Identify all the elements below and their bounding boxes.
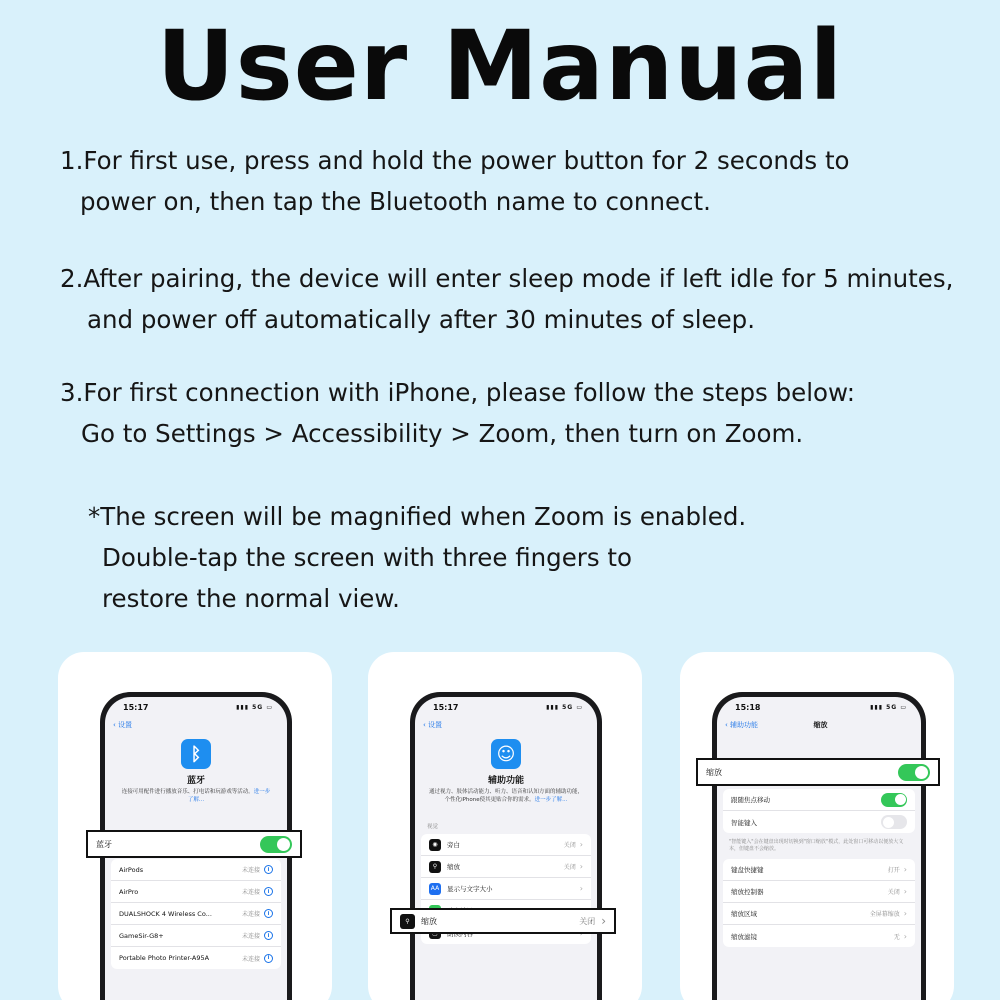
status-time: 15:17 bbox=[433, 702, 459, 712]
settings-description: 连接可用配件进行播放音乐、打电话和玩游戏等活动。进一步了解... bbox=[121, 789, 271, 803]
phone-mockup bbox=[410, 692, 602, 1000]
info-icon[interactable]: i bbox=[264, 931, 273, 940]
chevron-right-icon: › bbox=[601, 914, 606, 928]
info-icon[interactable]: i bbox=[264, 954, 273, 963]
settings-heading: 蓝牙 bbox=[186, 776, 205, 786]
bluetooth-toggle[interactable] bbox=[260, 836, 292, 853]
info-icon[interactable]: i bbox=[264, 865, 273, 874]
chevron-right-icon: › bbox=[903, 909, 907, 918]
status-bar bbox=[415, 697, 597, 717]
status-time: 15:18 bbox=[735, 702, 761, 712]
list-item-keyboard-shortcuts[interactable]: 键盘快捷键 打开 › bbox=[723, 859, 915, 881]
zoom-toggles bbox=[723, 789, 915, 833]
list-item-smart-typing[interactable]: 智能键入 bbox=[723, 811, 915, 833]
chevron-right-icon: › bbox=[903, 931, 907, 941]
list-item-zoom-region[interactable]: 缩放区域 全屏幕缩放 › bbox=[723, 903, 915, 925]
page-title: User Manual bbox=[156, 10, 844, 122]
nav-bar bbox=[415, 717, 597, 733]
step-3 bbox=[60, 372, 855, 454]
phone-screen bbox=[415, 697, 597, 1000]
learn-more-link[interactable]: 进一步了解... bbox=[534, 797, 568, 803]
step-1-line-1: 1.For first use, press and hold the power button for 2 seconds to bbox=[60, 146, 850, 175]
step-2 bbox=[60, 258, 953, 340]
step-2-line-2: and power off automatically after 30 minutes of sleep. bbox=[87, 305, 755, 334]
chevron-right-icon: › bbox=[579, 840, 583, 849]
chevron-right-icon: › bbox=[579, 884, 583, 893]
nav-title: 缩放 bbox=[813, 721, 828, 729]
phone-screen bbox=[717, 697, 921, 1000]
list-item-zoom[interactable]: ⚲ 缩放 关闭 › bbox=[421, 856, 591, 878]
list-item-voiceover[interactable]: ◉ 旁白 关闭 › bbox=[421, 834, 591, 856]
list-item-zoom-controller[interactable]: 缩放控制器 关闭 › bbox=[723, 881, 915, 903]
back-button[interactable]: ‹ 设置 bbox=[113, 721, 133, 729]
back-button[interactable]: ‹ 设置 bbox=[423, 721, 443, 729]
list-item-follow-focus[interactable]: 跟随焦点移动 bbox=[723, 789, 915, 811]
step-2-line-1: 2.After pairing, the device will enter sleep mode if left idle for 5 minutes, bbox=[60, 264, 954, 293]
settings-heading: 辅助功能 bbox=[487, 776, 524, 786]
card-zoom bbox=[680, 652, 954, 1000]
status-bar bbox=[105, 697, 287, 717]
step-3-line-1: 3.For first connection with iPhone, please follow the steps below: bbox=[60, 378, 855, 407]
zoom-note-line-2: Double-tap the screen with three fingers to bbox=[102, 543, 633, 572]
device-row[interactable]: DUALSHOCK 4 Wireless Co... 未连接 i bbox=[111, 903, 281, 925]
zoom-icon: ⚲ bbox=[429, 861, 441, 873]
follow-focus-toggle[interactable] bbox=[881, 793, 907, 807]
signal-icon: ▮▮▮ 5G ▭ bbox=[870, 703, 907, 711]
back-button[interactable]: ‹ 辅助功能 bbox=[725, 721, 759, 729]
voiceover-icon: ◉ bbox=[429, 839, 441, 851]
learn-more-link[interactable]: 进一步了解... bbox=[187, 789, 271, 803]
device-row[interactable]: GameSir-G8+ 未连接 i bbox=[111, 925, 281, 947]
smart-typing-toggle[interactable] bbox=[881, 815, 907, 829]
smart-typing-note: "智能键入"会在键盘出现时切换到"窗口缩放"模式，此处窗口可移动以便放大文本，但键盘不会缩放。 bbox=[729, 839, 904, 852]
zoom-note bbox=[88, 496, 746, 619]
section-header: 视觉 bbox=[427, 824, 439, 830]
bluetooth-icon: ᛒ bbox=[181, 739, 211, 769]
zoom-toggle[interactable] bbox=[898, 764, 930, 781]
text-size-icon: AA bbox=[429, 883, 441, 895]
device-row[interactable]: AirPro 未连接 i bbox=[111, 881, 281, 903]
bluetooth-toggle-callout[interactable]: 蓝牙 bbox=[86, 830, 302, 858]
zoom-note-line-1: *The screen will be magnified when Zoom is enabled. bbox=[88, 502, 747, 531]
chevron-right-icon: › bbox=[903, 865, 907, 874]
chevron-right-icon: › bbox=[903, 887, 907, 896]
signal-icon: ▮▮▮ 5G ▭ bbox=[236, 703, 273, 711]
info-icon[interactable]: i bbox=[264, 909, 273, 918]
step-1-line-2: power on, then tap the Bluetooth name to connect. bbox=[80, 187, 711, 216]
nav-bar bbox=[105, 717, 287, 733]
device-row[interactable]: Portable Photo Printer-A95A 未连接 i bbox=[111, 947, 281, 969]
card-bluetooth bbox=[58, 652, 332, 1000]
info-icon[interactable]: i bbox=[264, 887, 273, 896]
settings-description: 通过视力、肢体活动能力、听力、语音和认知方面的辅助功能，个性化iPhone使其更贴合你的需求。进一步了解... bbox=[429, 789, 584, 803]
zoom-toggle-callout[interactable]: 缩放 bbox=[696, 758, 940, 786]
signal-icon: ▮▮▮ 5G ▭ bbox=[546, 703, 583, 711]
status-time: 15:17 bbox=[123, 702, 149, 712]
zoom-options bbox=[723, 859, 915, 947]
zoom-note-line-3: restore the normal view. bbox=[102, 584, 400, 613]
card-accessibility bbox=[368, 652, 642, 1000]
status-bar bbox=[717, 697, 921, 717]
accessibility-icon: ☺ bbox=[491, 739, 521, 769]
step-3-line-2: Go to Settings > Accessibility > Zoom, then turn on Zoom. bbox=[81, 419, 804, 448]
step-1 bbox=[60, 140, 850, 222]
device-list bbox=[111, 859, 281, 969]
zoom-icon: ⚲ bbox=[400, 914, 415, 929]
chevron-right-icon: › bbox=[579, 862, 583, 871]
phone-mockup bbox=[712, 692, 926, 1000]
device-row[interactable]: AirPods 未连接 i bbox=[111, 859, 281, 881]
zoom-callout[interactable]: ⚲ 缩放 关闭 › bbox=[390, 908, 616, 934]
nav-bar bbox=[717, 717, 921, 733]
list-item-zoom-filter[interactable]: 缩放滤镜 无 › bbox=[731, 931, 907, 941]
list-item-display[interactable]: AA 显示与文字大小 › bbox=[421, 878, 591, 900]
